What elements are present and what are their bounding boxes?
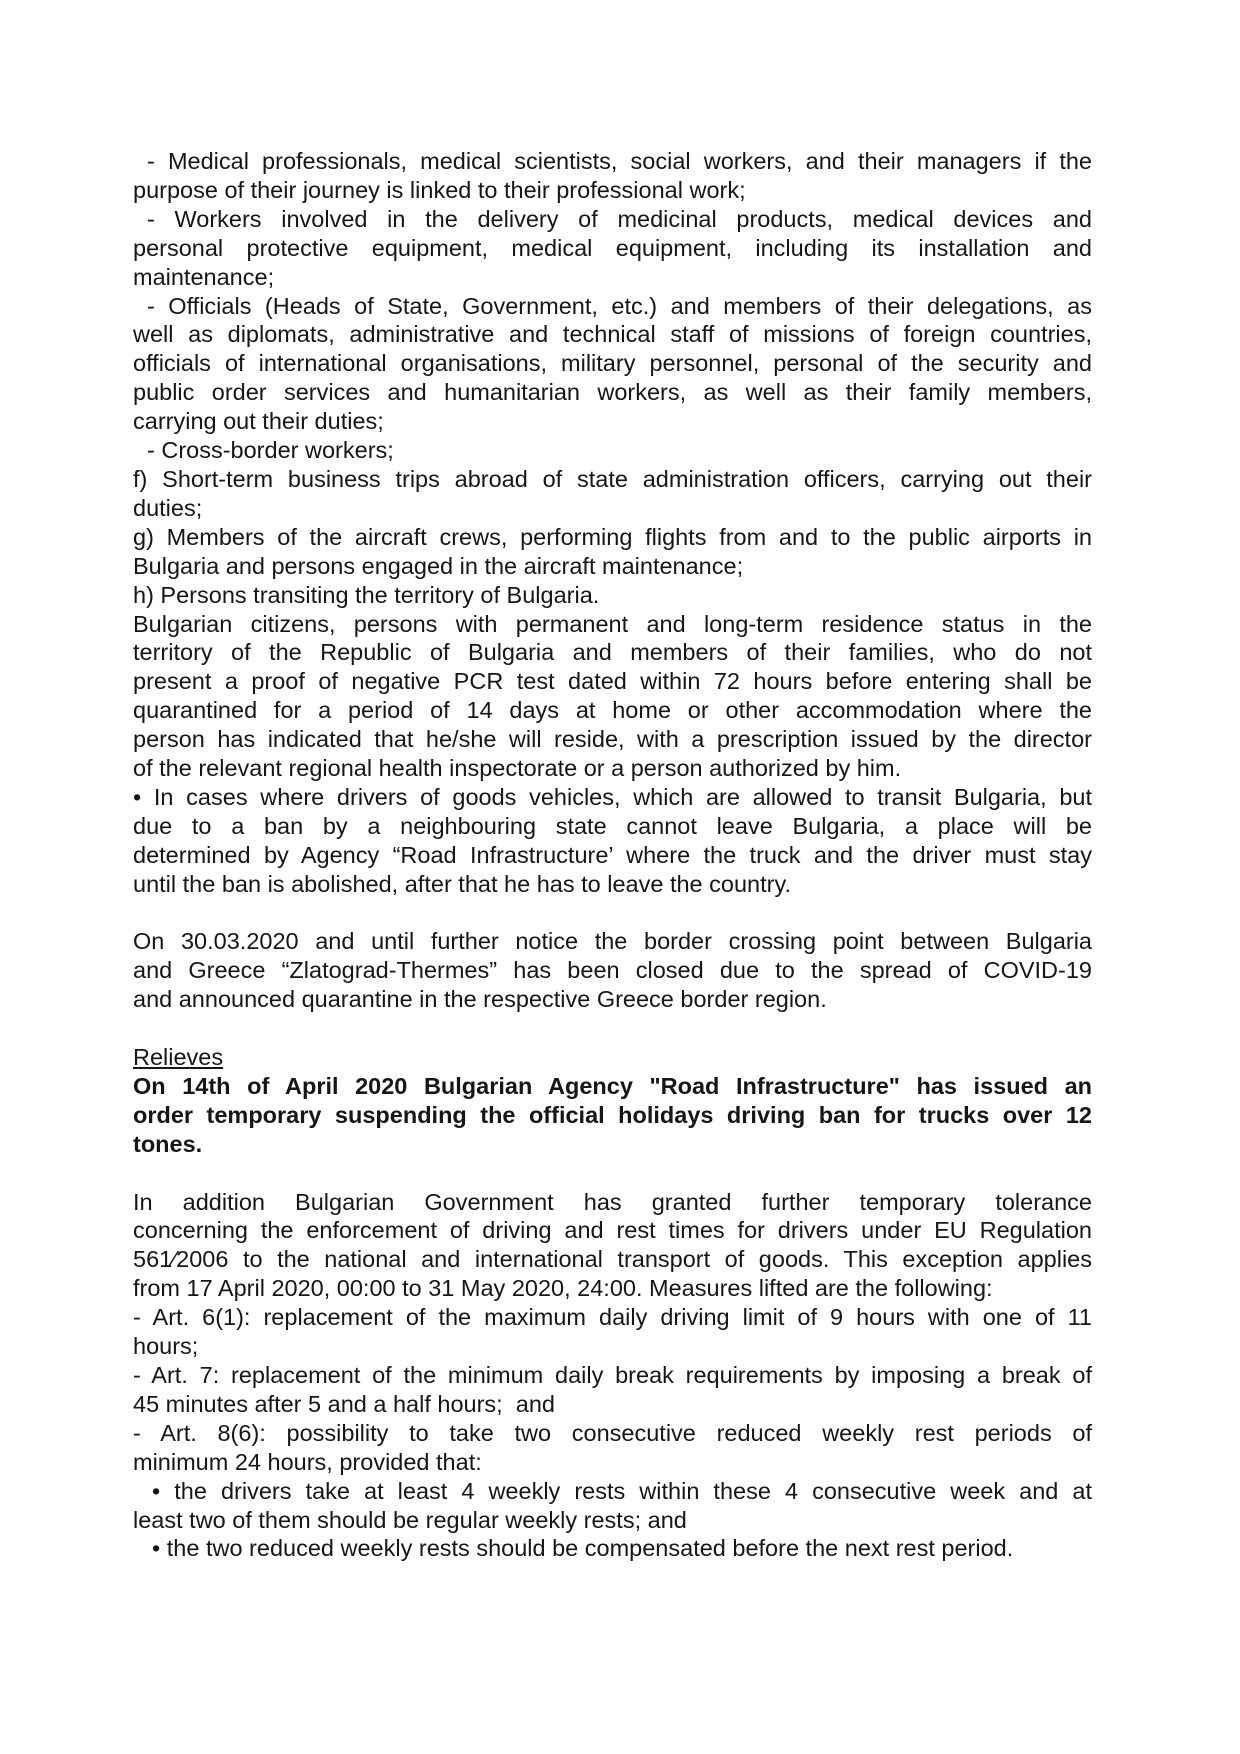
text-line: maintenance; xyxy=(133,263,275,290)
paragraph xyxy=(133,1188,1092,1304)
paragraph xyxy=(133,1534,1092,1563)
text-line: 45 minutes after 5 and a half hours; and xyxy=(133,1390,555,1417)
text-line: and Greece “Zlatograd-Thermes” has been closed due to the spread of COVID-19 xyxy=(133,957,1092,984)
text-line: g) Members of the aircraft crews, performing flights from and to the public airports in xyxy=(133,523,1092,550)
paragraph xyxy=(133,147,1092,205)
text-line: purpose of their journey is linked to their professional work; xyxy=(133,176,746,203)
paragraph xyxy=(133,1072,1092,1159)
text-line: On 14th of April 2020 Bulgarian Agency "Road Infrastructure" has issued an xyxy=(133,1072,1092,1099)
text-line: least two of them should be regular weekly rests; and xyxy=(133,1506,687,1533)
document-body xyxy=(133,147,1092,1563)
text-line: In addition Bulgarian Government has granted further temporary tolerance xyxy=(133,1188,1092,1215)
blank-line xyxy=(133,1014,1092,1043)
paragraph xyxy=(133,1361,1092,1419)
text-line: - Art. 6(1): replacement of the maximum daily driving limit of 9 hours with one of 11 xyxy=(133,1304,1092,1331)
text-line: h) Persons transiting the territory of Bulgaria. xyxy=(133,581,600,608)
text-line: and announced quarantine in the respective Greece border region. xyxy=(133,986,827,1013)
text-line: - Officials (Heads of State, Government, etc.) and members of their delegations, as xyxy=(147,292,1092,319)
blank-line xyxy=(133,1159,1092,1188)
paragraph xyxy=(133,610,1092,783)
text-line: Bulgarian citizens, persons with permanent and long-term residence status in the xyxy=(133,610,1092,637)
text-line: determined by Agency “Road Infrastructure’ where the truck and the driver must stay xyxy=(133,841,1092,868)
text-line: order temporary suspending the official holidays driving ban for trucks over 12 xyxy=(133,1101,1092,1128)
paragraph xyxy=(133,927,1092,1014)
paragraph xyxy=(133,523,1092,581)
text-line: territory of the Republic of Bulgaria and members of their families, who do not xyxy=(133,639,1092,666)
paragraph xyxy=(133,1303,1092,1361)
text-line: personal protective equipment, medical equipment, including its installation and xyxy=(133,234,1092,261)
paragraph xyxy=(133,581,1092,610)
text-line: duties; xyxy=(133,494,203,521)
text-line: - Art. 8(6): possibility to take two consecutive reduced weekly rest periods of xyxy=(133,1419,1092,1446)
text-line: hours; xyxy=(133,1333,199,1360)
paragraph xyxy=(133,465,1092,523)
text-line: - Art. 7: replacement of the minimum daily break requirements by imposing a break of xyxy=(133,1362,1092,1389)
text-line: minimum 24 hours, provided that: xyxy=(133,1448,482,1475)
text-line: person has indicated that he/she will reside, with a prescription issued by the director xyxy=(133,726,1092,753)
text-line: due to a ban by a neighbouring state cannot leave Bulgaria, a place will be xyxy=(133,812,1092,839)
text-line: public order services and humanitarian workers, as well as their family members, xyxy=(133,379,1092,406)
text-line: 561⁄2006 to the national and international transport of goods. This exception applies xyxy=(133,1246,1092,1273)
text-line: • the drivers take at least 4 weekly rests within these 4 consecutive week and at xyxy=(152,1477,1092,1504)
text-line: Relieves xyxy=(133,1044,224,1071)
text-line: tones. xyxy=(133,1130,203,1157)
text-line: present a proof of negative PCR test dated within 72 hours before entering shall be xyxy=(133,668,1092,695)
paragraph xyxy=(133,292,1092,437)
text-line: concerning the enforcement of driving and rest times for drivers under EU Regulation xyxy=(133,1217,1092,1244)
text-line: Bulgaria and persons engaged in the aircraft maintenance; xyxy=(133,552,744,579)
text-line: • the two reduced weekly rests should be compensated before the next rest period. xyxy=(152,1535,1014,1562)
paragraph xyxy=(133,1043,1092,1072)
text-line: - Workers involved in the delivery of medicinal products, medical devices and xyxy=(147,205,1092,232)
text-line: f) Short-term business trips abroad of state administration officers, carrying out their xyxy=(133,465,1092,492)
text-line: carrying out their duties; xyxy=(133,408,384,435)
paragraph xyxy=(133,1477,1092,1535)
text-line: - Medical professionals, medical scientists, social workers, and their managers if the xyxy=(147,148,1092,174)
blank-line xyxy=(133,899,1092,928)
paragraph xyxy=(133,1419,1092,1477)
text-line: On 30.03.2020 and until further notice the border crossing point between Bulgaria xyxy=(133,928,1092,955)
text-line: • In cases where drivers of goods vehicles, which are allowed to transit Bulgaria, but xyxy=(133,783,1092,810)
text-line: officials of international organisations, military personnel, personal of the security and xyxy=(133,350,1092,377)
text-line: quarantined for a period of 14 days at home or other accommodation where the xyxy=(133,697,1092,724)
text-line: until the ban is abolished, after that he has to leave the country. xyxy=(133,870,791,897)
text-line: from 17 April 2020, 00:00 to 31 May 2020, 24:00. Measures lifted are the following: xyxy=(133,1275,993,1302)
text-line: - Cross-border workers; xyxy=(147,437,394,464)
paragraph xyxy=(133,436,1092,465)
paragraph xyxy=(133,205,1092,292)
text-line: of the relevant regional health inspectorate or a person authorized by him. xyxy=(133,755,902,782)
text-line: well as diplomats, administrative and technical staff of missions of foreign countries, xyxy=(133,321,1092,348)
paragraph xyxy=(133,783,1092,899)
